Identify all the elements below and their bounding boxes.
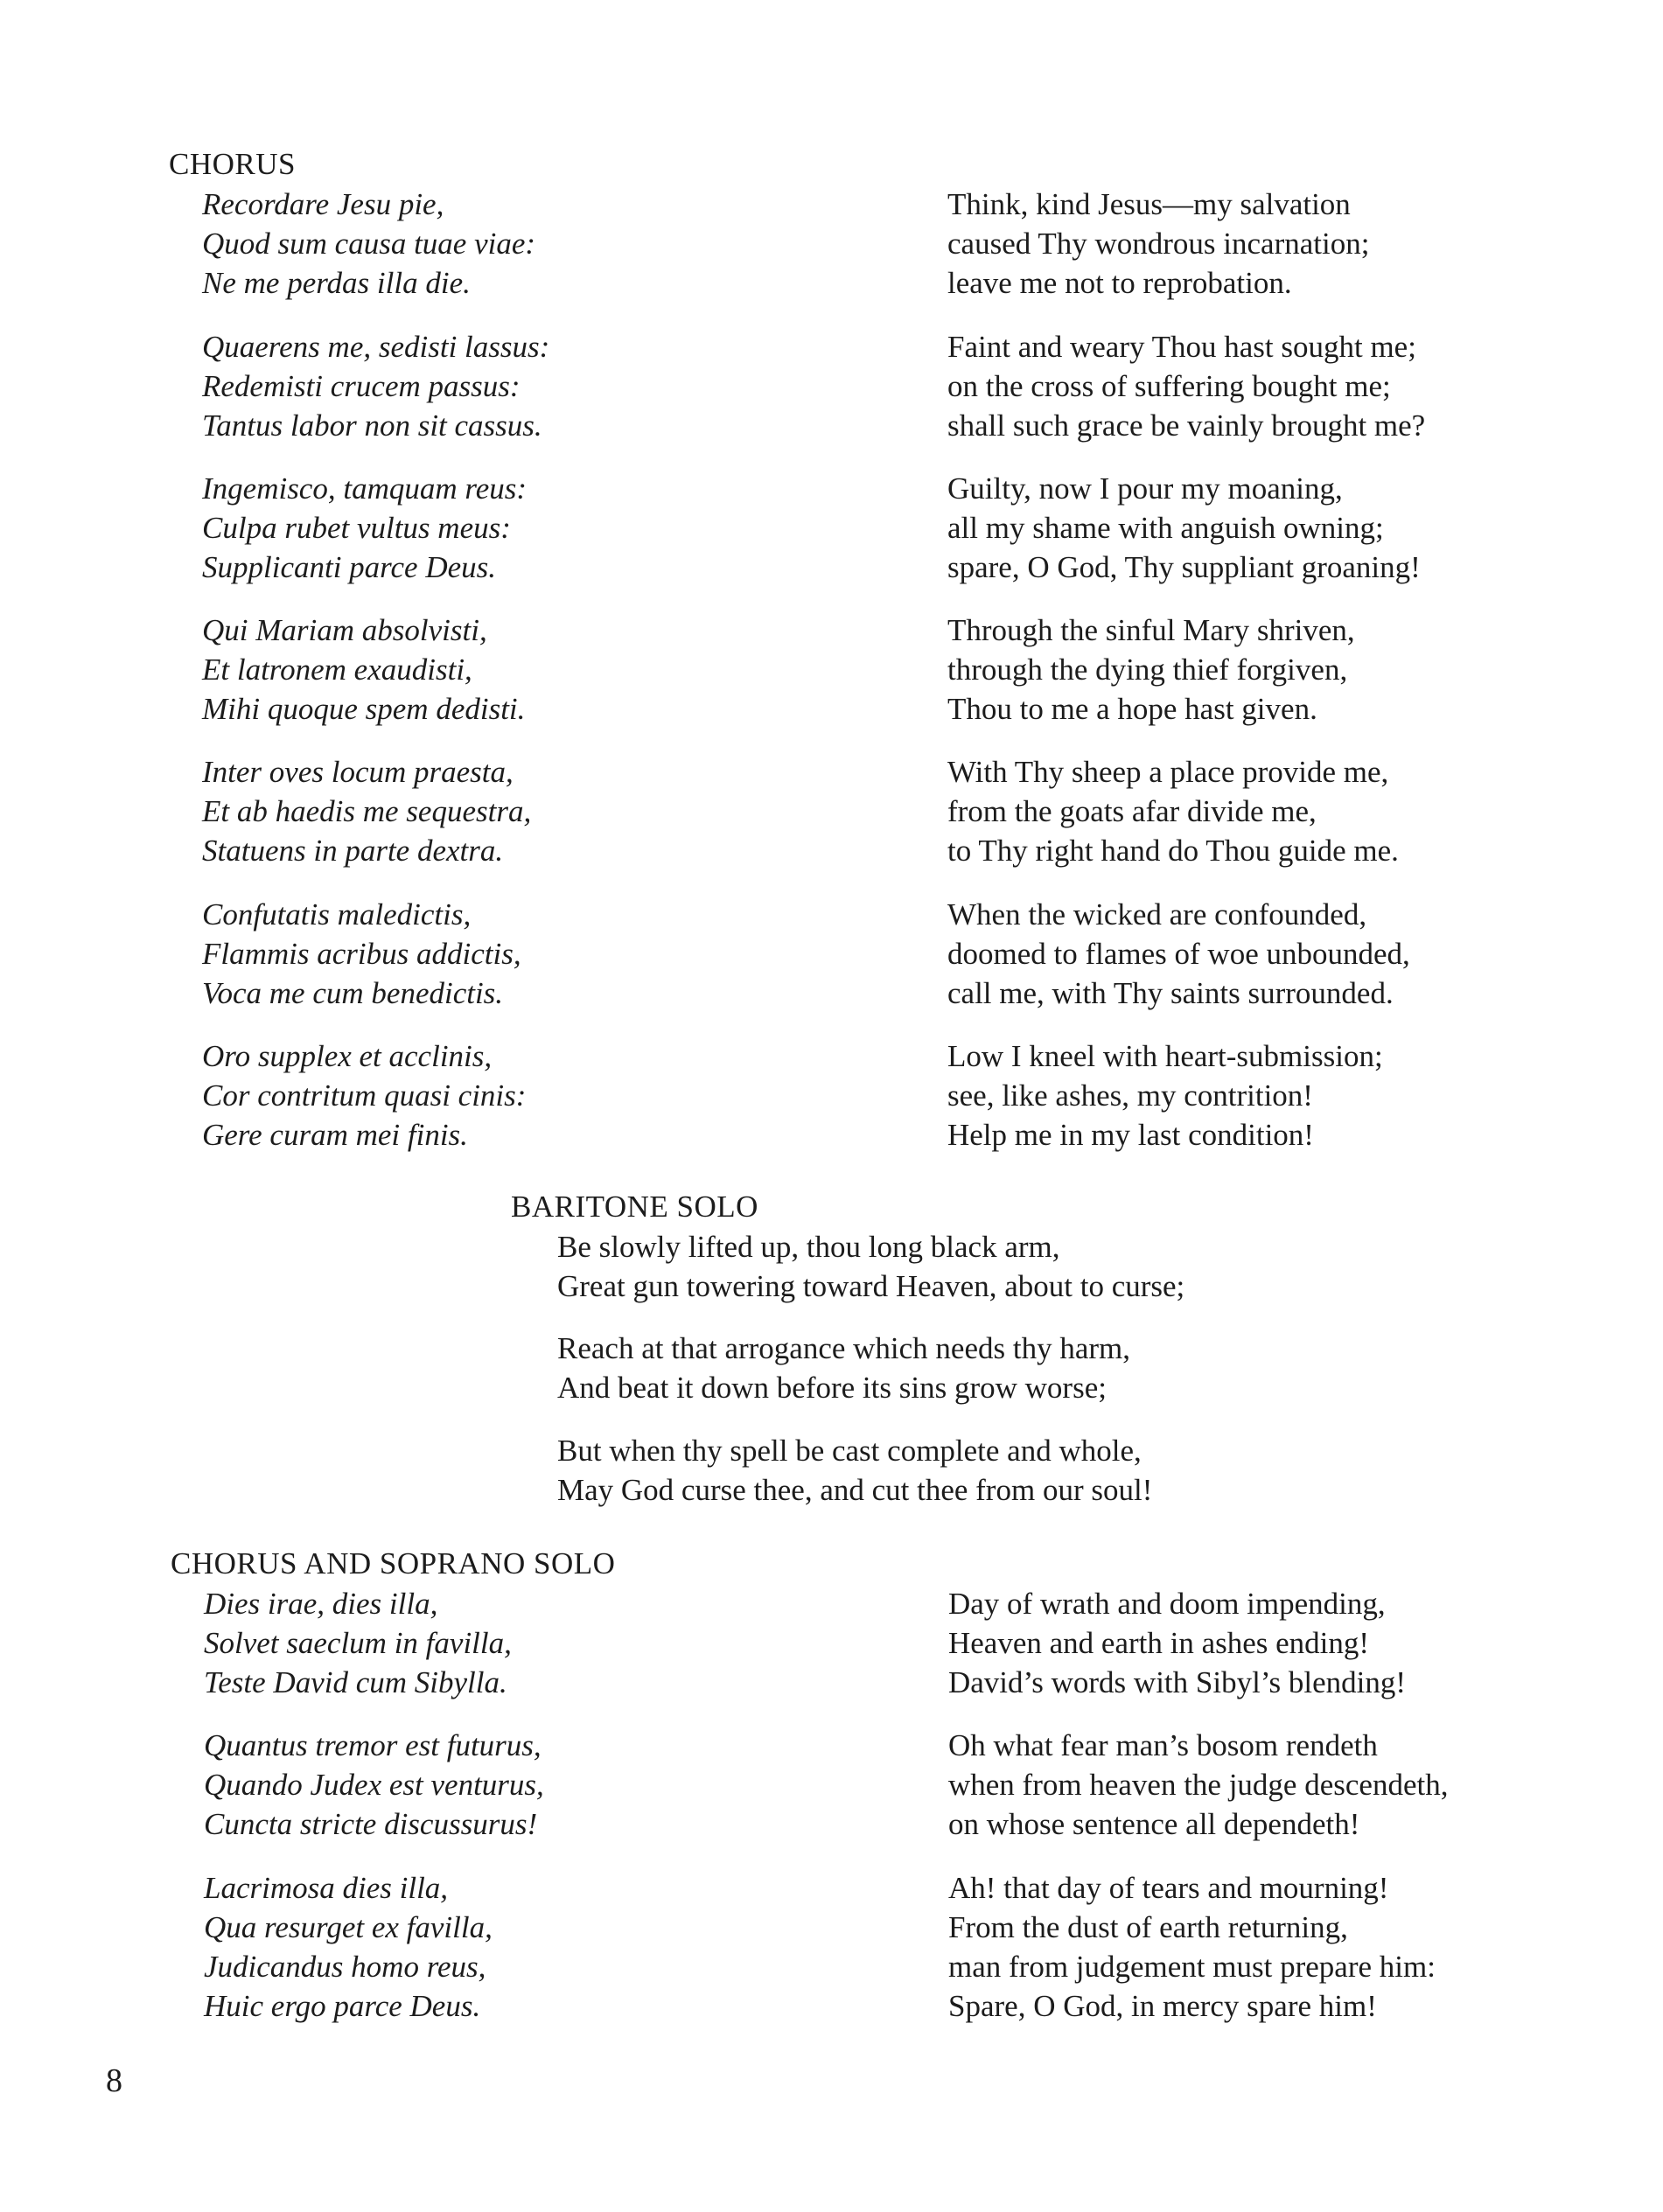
english-line: man from judgement must prepare him: bbox=[948, 1950, 1436, 1984]
english-line: Through the sinful Mary shriven, bbox=[947, 613, 1355, 647]
latin-line: Et ab haedis me sequestra, bbox=[202, 794, 532, 828]
latin-line: Culpa rubet vultus meus: bbox=[202, 511, 511, 545]
latin-line: Voca me cum benedictis. bbox=[202, 976, 504, 1010]
english-line: call me, with Thy saints surrounded. bbox=[947, 976, 1394, 1010]
english-line: From the dust of earth returning, bbox=[948, 1910, 1348, 1944]
latin-line: Quod sum causa tuae viae: bbox=[202, 227, 536, 261]
english-line: on whose sentence all dependeth! bbox=[948, 1807, 1360, 1841]
english-line: Spare, O God, in mercy spare him! bbox=[948, 1989, 1377, 2023]
baritone-line: May God curse thee, and cut thee from our soul! bbox=[557, 1473, 1153, 1507]
latin-line: Lacrimosa dies illa, bbox=[204, 1871, 449, 1905]
latin-stanza bbox=[204, 1584, 512, 1702]
latin-line: Quando Judex est venturus, bbox=[204, 1768, 544, 1802]
english-stanza bbox=[948, 1584, 1406, 1702]
latin-line: Gere curam mei finis. bbox=[202, 1118, 468, 1152]
section-heading-chorus-and-soprano-solo: CHORUS AND SOPRANO SOLO bbox=[171, 1546, 616, 1580]
english-line: caused Thy wondrous incarnation; bbox=[947, 227, 1370, 261]
latin-line: Confutatis maledictis, bbox=[202, 897, 472, 932]
english-stanza bbox=[947, 469, 1421, 587]
english-stanza bbox=[947, 611, 1355, 729]
latin-line: Qui Mariam absolvisti, bbox=[202, 613, 487, 647]
latin-stanza bbox=[204, 1726, 544, 1844]
english-stanza bbox=[947, 1036, 1383, 1155]
latin-line: Dies irae, dies illa, bbox=[204, 1587, 438, 1621]
english-line: when from heaven the judge descendeth, bbox=[948, 1768, 1449, 1802]
section-heading-chorus: CHORUS bbox=[169, 147, 296, 181]
english-line: all my shame with anguish owning; bbox=[947, 511, 1384, 545]
latin-stanza bbox=[202, 611, 525, 729]
latin-line: Et latronem exaudisti, bbox=[202, 652, 472, 687]
latin-line: Ingemisco, tamquam reus: bbox=[202, 471, 528, 506]
latin-line: Mihi quoque spem dedisti. bbox=[202, 692, 526, 726]
english-line: Think, kind Jesus—my salvation bbox=[947, 187, 1351, 221]
english-line: Oh what fear man’s bosom rendeth bbox=[948, 1728, 1378, 1762]
latin-line: Qua resurget ex favilla, bbox=[204, 1910, 493, 1944]
latin-line: Redemisti crucem passus: bbox=[202, 369, 521, 403]
baritone-stanza bbox=[557, 1227, 1184, 1306]
baritone-line: But when thy spell be cast complete and whole, bbox=[557, 1434, 1142, 1468]
baritone-stanza bbox=[557, 1329, 1130, 1407]
latin-line: Ne me perdas illa die. bbox=[202, 266, 471, 300]
english-line: Help me in my last condition! bbox=[947, 1118, 1314, 1152]
section-heading-baritone-solo: BARITONE SOLO bbox=[511, 1190, 758, 1224]
english-line: Low I kneel with heart-submission; bbox=[947, 1039, 1383, 1073]
english-stanza bbox=[948, 1726, 1448, 1844]
latin-stanza bbox=[204, 1868, 493, 2026]
latin-stanza bbox=[202, 185, 535, 303]
latin-line: Teste David cum Sibylla. bbox=[204, 1665, 507, 1699]
latin-line: Supplicanti parce Deus. bbox=[202, 550, 497, 584]
latin-line: Huic ergo parce Deus. bbox=[204, 1989, 481, 2023]
english-line: Guilty, now I pour my moaning, bbox=[947, 471, 1343, 506]
latin-line: Inter oves locum praesta, bbox=[202, 755, 514, 789]
english-stanza bbox=[947, 752, 1399, 870]
latin-line: Quaerens me, sedisti lassus: bbox=[202, 330, 550, 364]
baritone-line: Be slowly lifted up, thou long black arm, bbox=[557, 1230, 1060, 1264]
latin-line: Statuens in parte dextra. bbox=[202, 834, 504, 868]
latin-line: Solvet saeclum in favilla, bbox=[204, 1626, 512, 1660]
latin-line: Recordare Jesu pie, bbox=[202, 187, 444, 221]
english-line: doomed to flames of woe unbounded, bbox=[947, 937, 1410, 971]
english-stanza bbox=[948, 1868, 1436, 2026]
latin-line: Flammis acribus addictis, bbox=[202, 937, 521, 971]
english-line: from the goats afar divide me, bbox=[947, 794, 1317, 828]
latin-line: Tantus labor non sit cassus. bbox=[202, 408, 542, 443]
latin-stanza bbox=[202, 1036, 526, 1155]
english-line: Faint and weary Thou hast sought me; bbox=[947, 330, 1416, 364]
english-stanza bbox=[947, 327, 1425, 445]
latin-stanza bbox=[202, 895, 521, 1013]
english-stanza bbox=[947, 895, 1410, 1013]
english-line: Thou to me a hope hast given. bbox=[947, 692, 1317, 726]
latin-line: Cor contritum quasi cinis: bbox=[202, 1078, 527, 1113]
page-number: 8 bbox=[106, 2062, 122, 2099]
english-line: to Thy right hand do Thou guide me. bbox=[947, 834, 1399, 868]
english-line: With Thy sheep a place provide me, bbox=[947, 755, 1389, 789]
baritone-line: Great gun towering toward Heaven, about to curse; bbox=[557, 1269, 1185, 1303]
english-stanza bbox=[947, 185, 1369, 303]
latin-line: Quantus tremor est futurus, bbox=[204, 1728, 542, 1762]
latin-stanza bbox=[202, 327, 549, 445]
english-line: David’s words with Sibyl’s blending! bbox=[948, 1665, 1407, 1699]
english-line: see, like ashes, my contrition! bbox=[947, 1078, 1313, 1113]
baritone-stanza bbox=[557, 1431, 1152, 1510]
english-line: shall such grace be vainly brought me? bbox=[947, 408, 1426, 443]
english-line: leave me not to reprobation. bbox=[947, 266, 1292, 300]
latin-line: Oro supplex et acclinis, bbox=[202, 1039, 493, 1073]
english-line: When the wicked are confounded, bbox=[947, 897, 1367, 932]
english-line: Heaven and earth in ashes ending! bbox=[948, 1626, 1370, 1660]
latin-stanza bbox=[202, 752, 531, 870]
english-line: Ah! that day of tears and mourning! bbox=[948, 1871, 1389, 1905]
english-line: Day of wrath and doom impending, bbox=[948, 1587, 1386, 1621]
baritone-line: And beat it down before its sins grow worse; bbox=[557, 1371, 1107, 1405]
latin-stanza bbox=[202, 469, 527, 587]
english-line: spare, O God, Thy suppliant groaning! bbox=[947, 550, 1421, 584]
english-line: on the cross of suffering bought me; bbox=[947, 369, 1391, 403]
baritone-line: Reach at that arrogance which needs thy harm, bbox=[557, 1331, 1131, 1365]
english-line: through the dying thief forgiven, bbox=[947, 652, 1348, 687]
latin-line: Judicandus homo reus, bbox=[204, 1950, 486, 1984]
latin-line: Cuncta stricte discussurus! bbox=[204, 1807, 538, 1841]
